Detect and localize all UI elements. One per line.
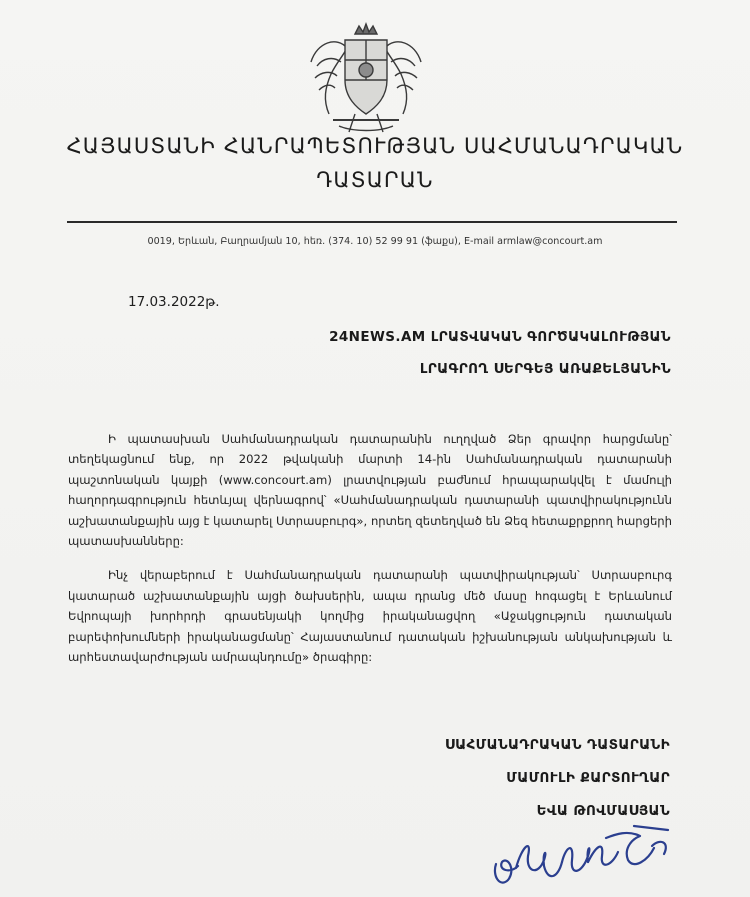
body-paragraph-1: Ի պատասխան Սահմանադրական դատարանին ուղղված Ձեր գրավոր հարցմանը՝ տեղեկացնում ենք, որ 2022 թվականի մարտի 14-ին Սահմանադրական դատարանի պաշտոնական կայքի (www.concourt.am) լրատվության բաժնում հրապարակվել է մամուլի հաղորդագրություն հետևյալ վերնագրով՝ «Սահմանադրական դատարանի պատվիրակությունն աշխատանքային այց է կատարել Ստրասբուրգ», որտեղ զետեղված են Ձեզ հետաքրքրող հարցերի պատասխանները: — [68, 432, 672, 549]
org-name-line2: ԴԱՏԱՐԱՆ — [316, 168, 434, 192]
signatory-position: ՄԱՄՈՒԼԻ ՔԱՐՏՈՒՂԱՐ — [506, 770, 670, 786]
contact-address: 0019, Երևան, Բաղրամյան 10, հեռ. (374. 10) 52 99 91 (ֆաքս), E-mail armlaw@concourt.am — [147, 236, 603, 247]
letter-date: 17.03.2022թ. — [128, 294, 220, 310]
recipient-name: ԼՐԱԳՐՈՂ ՍԵՐԳԵՅ ԱՌԱՔԵԼՅԱՆԻՆ — [419, 361, 671, 377]
handwritten-signature-icon — [478, 816, 683, 896]
recipient-organization: 24NEWS.AM ԼՐԱՏՎԱԿԱՆ ԳՈՐԾԱԿԱԼՈՒԹՅԱՆ — [329, 329, 671, 345]
signatory-name: ԵՎԱ ԹՈՎՄԱՍՅԱՆ — [536, 803, 670, 819]
header-divider — [67, 221, 677, 223]
body-paragraph-2: Ինչ վերաբերում է Սահմանադրական դատարանի պատվիրակության՝ Ստրասբուրգ կատարած աշխատանքային այցի ծախսերին, ապա դրանց մեծ մասը հոգացել է Երևանում Եվրոպայի խորհրդի գրասենյակի կողմից իրականացվող «Աջակցություն դատական բարեփոխումների իրականացմանը՝ Հայաստանում դատական իշխանության անկախության և արհեստավարժության ամրապնդումը» ծրագիրը: — [68, 568, 672, 665]
armenia-coat-of-arms-icon — [303, 22, 429, 137]
letter-body — [68, 429, 672, 681]
signatory-institution: ՍԱՀՄԱՆԱԴՐԱԿԱՆ ԴԱՏԱՐԱՆԻ — [444, 737, 670, 753]
org-name-line1: ՀԱՅԱՍՏԱՆԻ ՀԱՆՐԱՊԵՏՈՒԹՅԱՆ ՍԱՀՄԱՆԱԴՐԱԿԱՆ — [66, 134, 684, 158]
